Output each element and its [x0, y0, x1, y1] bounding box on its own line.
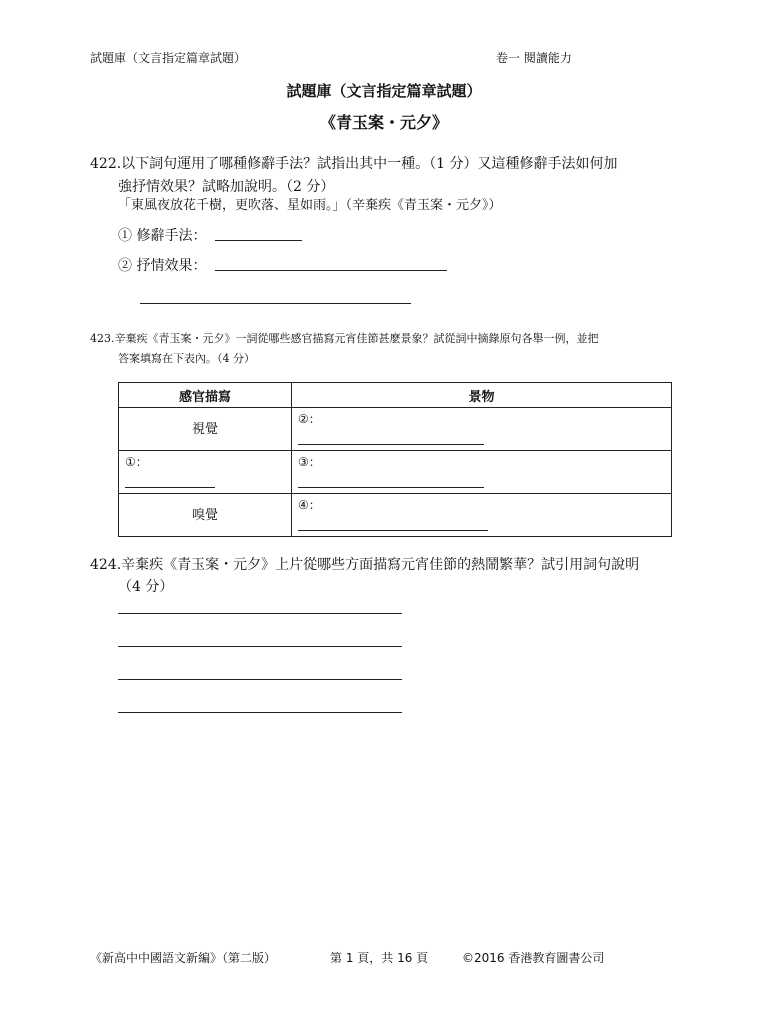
answer-mark-4: ④： — [298, 498, 321, 512]
header-right: 卷一 閱讀能力 — [496, 51, 572, 65]
sense-visual: 視覺 — [191, 422, 218, 437]
q424-line1: 424.辛棄疾《青玉案・元夕》上片從哪些方面描寫元宵佳節的熱鬧繁華？試引用詞句說明 — [90, 557, 640, 573]
table-header-sense: 感官描寫 — [119, 383, 292, 408]
q423-line2: 答案填寫在下表內。（4 分） — [118, 352, 255, 365]
table-row — [119, 494, 672, 537]
table-row — [119, 451, 672, 494]
q424-answer-line[interactable] — [118, 646, 402, 647]
page-subtitle: 《青玉案・元夕》 — [319, 113, 448, 132]
q422-item1-answer-line[interactable] — [215, 240, 302, 241]
answer-line-1[interactable] — [125, 487, 215, 488]
q422-line1: 422.以下詞句運用了哪種修辭手法？試指出其中一種。（1 分）又這種修辭手法如何加 — [90, 156, 618, 172]
q422-item1-label: ① 修辭手法： — [118, 228, 207, 244]
sense-smell: 嗅覺 — [191, 508, 218, 523]
q422-item2-answer-line[interactable] — [215, 270, 447, 271]
answer-line-4[interactable] — [298, 530, 488, 531]
q422-item2-label: ② 抒情效果： — [118, 258, 207, 274]
q423-line1: 423.辛棄疾《青玉案・元夕》一詞從哪些感官描寫元宵佳節甚麼景象？試從詞中摘錄原句各舉一例，並把 — [90, 332, 599, 345]
footer-book: 《新高中中國語文新編》（第二版） — [90, 951, 277, 965]
header-left: 試題庫（文言指定篇章試題） — [90, 51, 247, 65]
q424-answer-line[interactable] — [118, 712, 402, 713]
q422-line2: 強抒情效果？試略加說明。（2 分） — [118, 179, 335, 195]
q424-answer-line[interactable] — [118, 679, 402, 680]
sense-table — [118, 382, 672, 537]
answer-mark-1: ①： — [125, 455, 148, 469]
table-row — [119, 408, 672, 451]
answer-mark-3: ③： — [298, 455, 321, 469]
q424-line2: （4 分） — [118, 579, 174, 595]
q422-item2-answer-line-2[interactable] — [140, 303, 411, 304]
answer-line-3[interactable] — [298, 487, 484, 488]
answer-line-2[interactable] — [298, 444, 484, 445]
footer-page: 第 1 頁，共 16 頁 — [330, 951, 429, 965]
q424-answer-line[interactable] — [118, 613, 402, 614]
footer-copyright: ©2016 香港教育圖書公司 — [462, 951, 605, 965]
q422-quote: 「東風夜放花千樹，更吹落、星如雨。」（辛棄疾《青玉案・元夕》） — [118, 198, 502, 213]
page-title: 試題庫（文言指定篇章試題） — [286, 82, 482, 100]
table-header-scene: 景物 — [292, 383, 672, 408]
answer-mark-2: ②： — [298, 412, 321, 426]
